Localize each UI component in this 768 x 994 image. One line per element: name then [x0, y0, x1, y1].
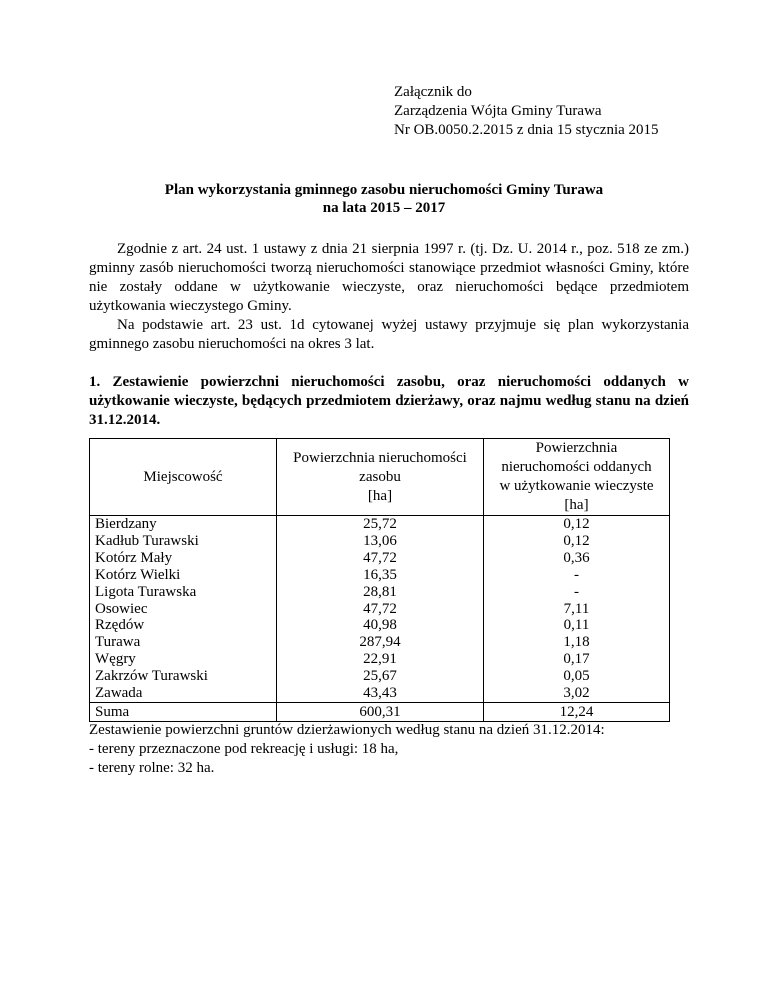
table-cell-wieczyste: 0,17	[563, 651, 590, 668]
zasob-cell	[277, 516, 484, 703]
table-cell-wieczyste: -	[574, 566, 579, 583]
intro-paragraph: Zgodnie z art. 24 ust. 1 ustawy z dnia 21 sierpnia 1997 r. (tj. Dz. U. 2014 r., poz. 518 ze zm.) gminny zasób nieruchomości tworzą nieruchomości stanowiące przedmiot własności Gminy, które nie zostały oddane w użytkowanie wieczyste, oraz nieruchomości będące przedmiotem użytkowania wieczystego Gminy.	[89, 241, 689, 314]
table-cell-zasob: 47,72	[363, 600, 397, 617]
table-cell-zasob: 25,67	[363, 668, 397, 685]
table-cell-zasob: 25,72	[363, 516, 397, 532]
table-cell-place: Osowiec	[95, 600, 148, 617]
summary-line: - tereny rolne: 32 ha.	[89, 760, 215, 776]
header-cell-place: Miejscowość	[90, 439, 277, 516]
table-header-row	[90, 439, 670, 516]
table-cell-wieczyste: 0,11	[563, 617, 590, 634]
annex-note	[394, 83, 659, 140]
summary-line: - tereny przeznaczone pod rekreację i usługi: 18 ha,	[89, 741, 399, 757]
table-cell-zasob: 47,72	[363, 549, 397, 566]
header-cell-wieczyste	[484, 439, 670, 516]
table-cell-zasob: 43,43	[363, 685, 397, 702]
header-line: Powierzchnia	[535, 440, 618, 456]
table-cell-place: Rzędów	[95, 617, 145, 634]
table-cell-zasob: 13,06	[363, 532, 397, 549]
title-line: na lata 2015 – 2017	[322, 200, 446, 216]
table-cell-place: Kotórz Mały	[95, 549, 173, 566]
header-cell-zasob	[277, 439, 484, 516]
table-cell-place: Turawa	[95, 634, 141, 651]
table-cell-place: Bierdzany	[95, 516, 157, 532]
header-line: nieruchomości oddanych	[501, 459, 652, 475]
table-cell-wieczyste: 3,02	[563, 685, 590, 702]
property-table	[89, 438, 670, 722]
table-cell-zasob: 28,81	[363, 583, 397, 600]
intro-paragraph: Na podstawie art. 23 ust. 1d cytowanej wyżej ustawy przyjmuje się plan wykorzystania gminnego zasobu nieruchomości na okres 3 lat.	[89, 317, 689, 352]
table-cell-wieczyste: -	[574, 583, 579, 600]
sum-label-cell: Suma	[90, 702, 277, 721]
table-sum-row	[90, 702, 670, 721]
sum-wieczyste-cell: 12,24	[484, 702, 670, 721]
table-cell-zasob: 287,94	[359, 634, 401, 651]
table-cell-wieczyste: 0,12	[563, 516, 590, 532]
wieczyste-cell	[484, 516, 670, 703]
places-cell	[90, 516, 277, 703]
annex-line: Zarządzenia Wójta Gminy Turawa	[394, 103, 602, 119]
table-cell-place: Węgry	[95, 651, 136, 668]
header-line: zasobu	[359, 468, 401, 485]
table-cell-zasob: 16,35	[363, 566, 397, 583]
table-cell-place: Zawada	[95, 685, 143, 702]
document-title	[0, 181, 768, 217]
table-cell-wieczyste: 0,05	[563, 668, 590, 685]
header-line: w użytkowanie wieczyste	[499, 478, 654, 494]
table-cell-wieczyste: 7,11	[563, 600, 590, 617]
table-cell-zasob: 40,98	[363, 617, 397, 634]
table-cell-place: Ligota Turawska	[95, 583, 197, 600]
header-line: [ha]	[367, 487, 393, 504]
annex-line: Załącznik do	[394, 84, 472, 100]
table-cell-place: Kadłub Turawski	[95, 532, 199, 549]
table-cell-wieczyste: 0,12	[563, 532, 590, 549]
header-line: [ha]	[564, 497, 589, 513]
sum-zasob-cell: 600,31	[277, 702, 484, 721]
section-heading: 1. Zestawienie powierzchni nieruchomości zasobu, oraz nieruchomości oddanych w użytkowanie wieczyste, będących przedmiotem dzierżawy, oraz najmu według stanu na dzień 31.12.2014.	[89, 374, 689, 428]
table-cell-wieczyste: 1,18	[563, 634, 590, 651]
table-cell-wieczyste: 0,36	[563, 549, 590, 566]
table-cell-place: Kotórz Wielki	[95, 566, 181, 583]
lease-summary	[89, 721, 605, 778]
annex-line: Nr OB.0050.2.2015 z dnia 15 stycznia 2015	[394, 122, 659, 138]
title-line: Plan wykorzystania gminnego zasobu nieruchomości Gminy Turawa	[164, 182, 604, 198]
table-cell-zasob: 22,91	[363, 651, 397, 668]
intro-text	[89, 240, 689, 354]
summary-line: Zestawienie powierzchni gruntów dzierżawionych według stanu na dzień 31.12.2014:	[89, 722, 605, 738]
header-line: Powierzchnia nieruchomości	[293, 449, 467, 466]
table-cell-place: Zakrzów Turawski	[95, 668, 208, 685]
table-body-row	[90, 516, 670, 703]
